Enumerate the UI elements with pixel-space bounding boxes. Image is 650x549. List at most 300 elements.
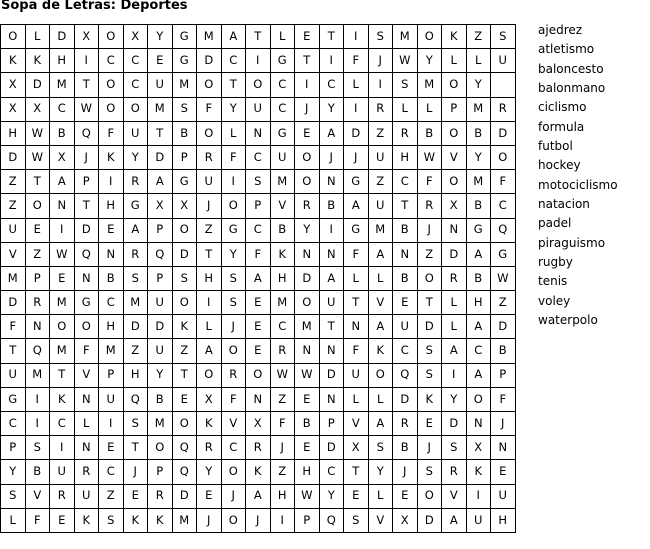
grid-cell[interactable]: R [442, 266, 467, 290]
grid-cell[interactable]: D [172, 242, 197, 266]
grid-cell[interactable]: E [393, 484, 418, 508]
grid-cell[interactable]: F [197, 97, 222, 121]
grid-cell[interactable]: L [368, 266, 393, 290]
grid-cell[interactable]: Y [197, 460, 222, 484]
grid-cell[interactable]: V [344, 412, 369, 436]
grid-cell[interactable]: U [368, 194, 393, 218]
grid-cell[interactable]: R [442, 460, 467, 484]
grid-cell[interactable]: X [1, 97, 26, 121]
grid-cell[interactable]: K [466, 460, 491, 484]
grid-cell[interactable]: Y [319, 97, 344, 121]
grid-cell[interactable]: K [50, 387, 75, 411]
grid-cell[interactable]: J [74, 145, 99, 169]
grid-cell[interactable]: V [25, 484, 50, 508]
grid-cell[interactable]: V [442, 145, 467, 169]
grid-cell[interactable]: J [295, 97, 320, 121]
grid-cell[interactable]: S [172, 97, 197, 121]
grid-cell[interactable]: U [319, 291, 344, 315]
grid-cell[interactable]: L [221, 121, 246, 145]
grid-cell[interactable]: D [123, 315, 148, 339]
grid-cell[interactable]: F [221, 145, 246, 169]
grid-cell[interactable]: B [417, 121, 442, 145]
grid-cell[interactable]: P [148, 266, 173, 290]
grid-cell[interactable]: Z [368, 121, 393, 145]
grid-cell[interactable] [491, 73, 516, 97]
grid-cell[interactable]: K [197, 412, 222, 436]
grid-cell[interactable]: N [393, 242, 418, 266]
grid-cell[interactable]: B [491, 339, 516, 363]
grid-cell[interactable]: Y [1, 460, 26, 484]
grid-cell[interactable]: O [246, 73, 271, 97]
grid-cell[interactable]: F [491, 387, 516, 411]
grid-cell[interactable]: E [491, 460, 516, 484]
grid-cell[interactable]: K [99, 145, 124, 169]
grid-cell[interactable]: K [246, 460, 271, 484]
grid-cell[interactable]: B [270, 218, 295, 242]
grid-cell[interactable]: R [393, 412, 418, 436]
grid-cell[interactable]: E [246, 315, 271, 339]
grid-cell[interactable]: L [74, 412, 99, 436]
grid-cell[interactable]: Q [393, 363, 418, 387]
grid-cell[interactable]: J [491, 412, 516, 436]
grid-cell[interactable]: I [25, 412, 50, 436]
grid-cell[interactable]: P [491, 363, 516, 387]
grid-cell[interactable]: Z [368, 170, 393, 194]
grid-cell[interactable]: O [172, 218, 197, 242]
grid-cell[interactable]: D [1, 291, 26, 315]
grid-cell[interactable]: A [368, 412, 393, 436]
grid-cell[interactable]: P [1, 436, 26, 460]
grid-cell[interactable]: K [148, 508, 173, 532]
grid-cell[interactable]: I [74, 49, 99, 73]
grid-cell[interactable]: R [74, 460, 99, 484]
grid-cell[interactable]: H [393, 145, 418, 169]
grid-cell[interactable]: E [172, 387, 197, 411]
grid-cell[interactable]: G [491, 242, 516, 266]
grid-cell[interactable]: T [74, 194, 99, 218]
grid-cell[interactable]: C [50, 412, 75, 436]
grid-cell[interactable]: H [50, 49, 75, 73]
grid-cell[interactable]: D [442, 412, 467, 436]
grid-cell[interactable]: M [172, 508, 197, 532]
grid-cell[interactable]: U [197, 170, 222, 194]
grid-cell[interactable]: V [270, 194, 295, 218]
grid-cell[interactable]: V [74, 363, 99, 387]
grid-cell[interactable]: M [270, 170, 295, 194]
grid-cell[interactable]: G [466, 218, 491, 242]
grid-cell[interactable]: L [368, 387, 393, 411]
grid-cell[interactable]: O [221, 460, 246, 484]
grid-cell[interactable]: Y [221, 242, 246, 266]
grid-cell[interactable]: C [393, 339, 418, 363]
grid-cell[interactable]: H [123, 363, 148, 387]
grid-cell[interactable]: I [442, 363, 467, 387]
grid-cell[interactable]: U [466, 508, 491, 532]
grid-cell[interactable]: A [246, 266, 271, 290]
grid-cell[interactable]: I [50, 436, 75, 460]
grid-cell[interactable]: K [1, 49, 26, 73]
grid-cell[interactable]: C [99, 49, 124, 73]
grid-cell[interactable]: O [197, 73, 222, 97]
grid-cell[interactable]: Q [25, 339, 50, 363]
grid-cell[interactable]: S [368, 436, 393, 460]
grid-cell[interactable]: Z [172, 339, 197, 363]
grid-cell[interactable]: T [221, 73, 246, 97]
grid-cell[interactable]: O [148, 436, 173, 460]
grid-cell[interactable]: A [344, 194, 369, 218]
grid-cell[interactable]: D [148, 145, 173, 169]
grid-cell[interactable]: A [148, 170, 173, 194]
grid-cell[interactable]: B [466, 266, 491, 290]
grid-cell[interactable]: Z [491, 291, 516, 315]
grid-cell[interactable]: X [123, 25, 148, 49]
grid-cell[interactable]: A [442, 339, 467, 363]
grid-cell[interactable]: L [466, 49, 491, 73]
grid-cell[interactable]: E [50, 508, 75, 532]
grid-cell[interactable]: S [123, 412, 148, 436]
grid-cell[interactable]: H [99, 315, 124, 339]
grid-cell[interactable]: J [221, 484, 246, 508]
grid-cell[interactable]: O [99, 97, 124, 121]
grid-cell[interactable]: E [50, 266, 75, 290]
grid-cell[interactable]: X [1, 73, 26, 97]
grid-cell[interactable]: W [25, 121, 50, 145]
grid-cell[interactable]: M [50, 339, 75, 363]
grid-cell[interactable]: E [99, 436, 124, 460]
grid-cell[interactable]: I [99, 170, 124, 194]
grid-cell[interactable]: N [319, 387, 344, 411]
grid-cell[interactable]: R [123, 242, 148, 266]
grid-cell[interactable]: T [123, 436, 148, 460]
grid-cell[interactable]: S [417, 460, 442, 484]
grid-cell[interactable]: S [368, 25, 393, 49]
grid-cell[interactable]: F [221, 387, 246, 411]
grid-cell[interactable]: F [270, 412, 295, 436]
grid-cell[interactable]: L [368, 484, 393, 508]
grid-cell[interactable]: M [25, 363, 50, 387]
grid-cell[interactable]: C [123, 49, 148, 73]
grid-cell[interactable]: C [270, 97, 295, 121]
grid-cell[interactable]: R [148, 484, 173, 508]
grid-cell[interactable]: O [221, 339, 246, 363]
grid-cell[interactable]: O [221, 508, 246, 532]
grid-cell[interactable]: T [1, 339, 26, 363]
grid-cell[interactable]: I [295, 73, 320, 97]
grid-cell[interactable]: T [344, 460, 369, 484]
grid-cell[interactable]: U [270, 145, 295, 169]
grid-cell[interactable]: N [99, 242, 124, 266]
grid-cell[interactable]: S [221, 266, 246, 290]
grid-cell[interactable]: M [466, 97, 491, 121]
grid-cell[interactable]: E [99, 218, 124, 242]
grid-cell[interactable]: M [466, 170, 491, 194]
grid-cell[interactable]: Z [197, 218, 222, 242]
grid-cell[interactable]: A [123, 218, 148, 242]
grid-cell[interactable]: O [442, 121, 467, 145]
grid-cell[interactable]: F [74, 339, 99, 363]
grid-cell[interactable]: S [417, 363, 442, 387]
grid-cell[interactable]: U [148, 291, 173, 315]
grid-cell[interactable]: C [319, 73, 344, 97]
grid-cell[interactable]: D [74, 218, 99, 242]
grid-cell[interactable]: N [74, 436, 99, 460]
grid-cell[interactable]: I [319, 218, 344, 242]
grid-cell[interactable]: R [197, 436, 222, 460]
grid-cell[interactable]: D [417, 315, 442, 339]
grid-cell[interactable]: B [148, 387, 173, 411]
grid-cell[interactable]: R [295, 194, 320, 218]
grid-cell[interactable]: T [344, 291, 369, 315]
grid-cell[interactable]: A [466, 242, 491, 266]
grid-cell[interactable]: A [368, 315, 393, 339]
grid-cell[interactable]: X [25, 97, 50, 121]
grid-cell[interactable]: Q [74, 121, 99, 145]
grid-cell[interactable]: C [466, 339, 491, 363]
grid-cell[interactable]: D [491, 315, 516, 339]
grid-cell[interactable]: X [50, 145, 75, 169]
grid-cell[interactable]: D [442, 242, 467, 266]
grid-cell[interactable]: D [393, 387, 418, 411]
grid-cell[interactable]: E [295, 121, 320, 145]
grid-cell[interactable]: Z [25, 242, 50, 266]
grid-cell[interactable]: C [50, 97, 75, 121]
grid-cell[interactable]: O [246, 363, 271, 387]
grid-cell[interactable]: I [221, 170, 246, 194]
grid-cell[interactable]: F [491, 170, 516, 194]
grid-cell[interactable]: J [123, 460, 148, 484]
grid-cell[interactable]: N [74, 266, 99, 290]
grid-cell[interactable]: M [417, 73, 442, 97]
grid-cell[interactable]: H [1, 121, 26, 145]
grid-cell[interactable]: W [50, 242, 75, 266]
grid-cell[interactable]: U [491, 49, 516, 73]
grid-cell[interactable]: V [1, 242, 26, 266]
grid-cell[interactable]: B [295, 412, 320, 436]
grid-cell[interactable]: L [344, 387, 369, 411]
grid-cell[interactable]: Y [221, 97, 246, 121]
grid-cell[interactable]: C [123, 73, 148, 97]
grid-cell[interactable]: K [25, 49, 50, 73]
grid-cell[interactable]: M [148, 97, 173, 121]
grid-cell[interactable]: Z [270, 387, 295, 411]
grid-cell[interactable]: C [246, 145, 271, 169]
grid-cell[interactable]: G [270, 49, 295, 73]
grid-cell[interactable]: C [221, 436, 246, 460]
grid-cell[interactable]: R [123, 170, 148, 194]
grid-cell[interactable]: W [270, 363, 295, 387]
grid-cell[interactable]: P [25, 266, 50, 290]
grid-cell[interactable]: W [74, 97, 99, 121]
grid-cell[interactable]: S [221, 291, 246, 315]
grid-cell[interactable]: A [221, 25, 246, 49]
grid-cell[interactable]: U [491, 484, 516, 508]
grid-cell[interactable]: A [319, 121, 344, 145]
grid-cell[interactable]: T [295, 49, 320, 73]
grid-cell[interactable]: F [25, 508, 50, 532]
grid-cell[interactable]: E [25, 218, 50, 242]
grid-cell[interactable]: B [393, 218, 418, 242]
grid-cell[interactable]: B [25, 460, 50, 484]
grid-cell[interactable]: D [319, 436, 344, 460]
grid-cell[interactable]: I [197, 291, 222, 315]
grid-cell[interactable]: X [74, 25, 99, 49]
grid-cell[interactable]: G [1, 387, 26, 411]
grid-cell[interactable]: X [148, 194, 173, 218]
grid-cell[interactable]: E [393, 291, 418, 315]
grid-cell[interactable]: Q [74, 242, 99, 266]
grid-cell[interactable]: I [319, 49, 344, 73]
grid-cell[interactable]: T [417, 291, 442, 315]
grid-cell[interactable]: B [393, 266, 418, 290]
grid-cell[interactable]: T [319, 315, 344, 339]
grid-cell[interactable]: D [1, 145, 26, 169]
grid-cell[interactable]: O [99, 25, 124, 49]
grid-cell[interactable]: Q [123, 387, 148, 411]
grid-cell[interactable]: Y [148, 363, 173, 387]
grid-cell[interactable]: Y [466, 73, 491, 97]
grid-cell[interactable]: D [172, 484, 197, 508]
grid-cell[interactable]: R [417, 194, 442, 218]
grid-cell[interactable]: R [221, 363, 246, 387]
grid-cell[interactable]: L [393, 97, 418, 121]
grid-cell[interactable]: C [319, 460, 344, 484]
grid-cell[interactable]: D [344, 121, 369, 145]
grid-cell[interactable]: B [466, 194, 491, 218]
grid-cell[interactable]: X [197, 387, 222, 411]
grid-cell[interactable]: S [172, 266, 197, 290]
grid-cell[interactable]: Q [172, 436, 197, 460]
grid-cell[interactable]: T [172, 363, 197, 387]
grid-cell[interactable]: N [246, 121, 271, 145]
grid-cell[interactable]: N [442, 218, 467, 242]
grid-cell[interactable]: G [221, 218, 246, 242]
grid-cell[interactable]: P [172, 145, 197, 169]
grid-cell[interactable]: B [172, 121, 197, 145]
grid-cell[interactable]: E [295, 436, 320, 460]
grid-cell[interactable]: E [295, 25, 320, 49]
grid-cell[interactable]: E [344, 484, 369, 508]
grid-cell[interactable]: J [246, 508, 271, 532]
grid-cell[interactable]: C [1, 412, 26, 436]
grid-cell[interactable]: O [295, 145, 320, 169]
grid-cell[interactable]: P [319, 412, 344, 436]
grid-cell[interactable]: Y [368, 460, 393, 484]
grid-cell[interactable]: Z [1, 170, 26, 194]
grid-cell[interactable]: J [393, 460, 418, 484]
grid-cell[interactable]: J [344, 145, 369, 169]
grid-cell[interactable]: A [197, 339, 222, 363]
grid-cell[interactable]: P [295, 508, 320, 532]
grid-cell[interactable]: E [246, 291, 271, 315]
grid-cell[interactable]: T [74, 73, 99, 97]
grid-cell[interactable]: Z [417, 242, 442, 266]
grid-cell[interactable]: F [344, 242, 369, 266]
grid-cell[interactable]: C [246, 218, 271, 242]
grid-cell[interactable]: W [393, 49, 418, 73]
grid-cell[interactable]: O [25, 194, 50, 218]
grid-cell[interactable]: M [172, 73, 197, 97]
grid-cell[interactable]: M [368, 218, 393, 242]
grid-cell[interactable]: O [368, 363, 393, 387]
grid-cell[interactable]: T [393, 194, 418, 218]
grid-cell[interactable]: U [74, 484, 99, 508]
grid-cell[interactable]: I [270, 508, 295, 532]
grid-cell[interactable]: A [466, 363, 491, 387]
grid-cell[interactable]: L [344, 266, 369, 290]
grid-cell[interactable]: W [295, 484, 320, 508]
grid-cell[interactable]: E [123, 484, 148, 508]
grid-cell[interactable]: J [417, 436, 442, 460]
grid-cell[interactable]: O [442, 73, 467, 97]
grid-cell[interactable]: I [246, 49, 271, 73]
grid-cell[interactable]: V [221, 412, 246, 436]
grid-cell[interactable]: O [1, 25, 26, 49]
grid-cell[interactable]: S [99, 508, 124, 532]
grid-cell[interactable]: L [197, 315, 222, 339]
grid-cell[interactable]: P [148, 460, 173, 484]
grid-cell[interactable]: P [246, 194, 271, 218]
grid-cell[interactable]: O [197, 121, 222, 145]
grid-cell[interactable]: D [491, 121, 516, 145]
grid-cell[interactable]: H [99, 194, 124, 218]
grid-cell[interactable]: T [25, 170, 50, 194]
grid-cell[interactable]: O [417, 484, 442, 508]
grid-cell[interactable]: U [99, 387, 124, 411]
grid-cell[interactable]: R [368, 97, 393, 121]
grid-cell[interactable]: D [295, 266, 320, 290]
grid-cell[interactable]: S [1, 484, 26, 508]
grid-cell[interactable]: M [393, 25, 418, 49]
grid-cell[interactable]: N [74, 387, 99, 411]
grid-cell[interactable]: K [417, 387, 442, 411]
grid-cell[interactable]: N [466, 412, 491, 436]
grid-cell[interactable]: J [368, 49, 393, 73]
grid-cell[interactable]: O [417, 266, 442, 290]
grid-cell[interactable]: G [172, 170, 197, 194]
grid-cell[interactable]: F [99, 121, 124, 145]
grid-cell[interactable]: B [393, 436, 418, 460]
grid-cell[interactable]: L [270, 25, 295, 49]
grid-cell[interactable]: G [344, 218, 369, 242]
grid-cell[interactable]: I [466, 484, 491, 508]
grid-cell[interactable]: M [123, 291, 148, 315]
grid-cell[interactable]: N [319, 339, 344, 363]
grid-cell[interactable]: N [246, 387, 271, 411]
grid-cell[interactable]: E [417, 412, 442, 436]
grid-cell[interactable]: I [99, 412, 124, 436]
grid-cell[interactable]: K [74, 508, 99, 532]
grid-cell[interactable]: F [344, 49, 369, 73]
grid-cell[interactable]: M [197, 25, 222, 49]
grid-cell[interactable]: N [295, 339, 320, 363]
grid-cell[interactable]: F [417, 170, 442, 194]
grid-cell[interactable]: E [295, 387, 320, 411]
grid-cell[interactable]: N [25, 315, 50, 339]
grid-cell[interactable]: N [319, 170, 344, 194]
grid-cell[interactable]: Q [148, 242, 173, 266]
grid-cell[interactable]: O [491, 145, 516, 169]
grid-cell[interactable]: N [295, 242, 320, 266]
grid-cell[interactable]: B [99, 266, 124, 290]
grid-cell[interactable]: O [466, 387, 491, 411]
grid-cell[interactable]: E [148, 49, 173, 73]
grid-cell[interactable]: O [74, 315, 99, 339]
grid-cell[interactable]: U [123, 121, 148, 145]
grid-cell[interactable]: S [393, 73, 418, 97]
grid-cell[interactable]: V [368, 508, 393, 532]
grid-cell[interactable]: X [344, 436, 369, 460]
grid-cell[interactable]: A [368, 242, 393, 266]
